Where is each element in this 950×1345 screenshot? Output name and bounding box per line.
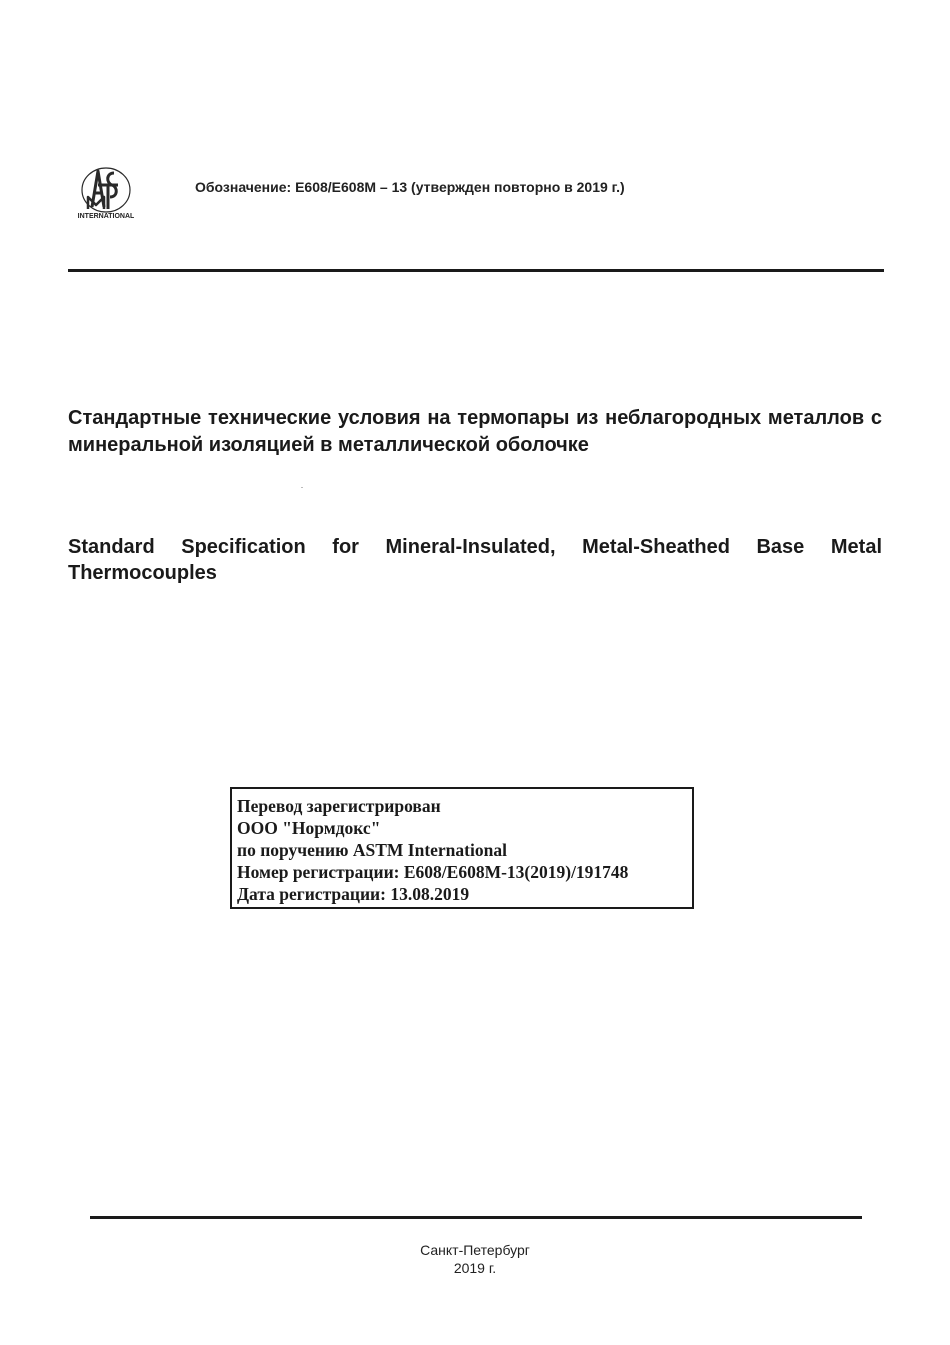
logo-text: INTERNATIONAL [78,213,134,220]
footer [0,1241,950,1277]
registration-line: ООО "Нормдокс" [237,818,381,838]
document-designation: Обозначение: E608/E608M – 13 (утвержден повторно в 2019 г.) [195,179,625,195]
bottom-divider [90,1216,862,1219]
astm-logo [78,163,134,223]
registration-box [230,787,694,909]
astm-international-logo-icon [78,163,134,223]
footer-city: Санкт-Петербург [420,1242,530,1258]
title-english: Standard Specification for Mineral-Insulated, Metal-Sheathed Base Metal Thermocouples [68,536,882,584]
title-russian: Стандартные технические условия на термопары из неблагородных металлов с минеральной изоляцией в металлической оболочке [68,407,882,456]
registration-lines [237,795,628,905]
scan-speck [301,487,303,488]
registration-date: Дата регистрации: 13.08.2019 [237,884,470,904]
top-divider [68,269,884,272]
registration-number: Номер регистрации: E608/E608M-13(2019)/191748 [237,862,629,882]
registration-line: Перевод зарегистрирован [237,796,441,816]
registration-line: по поручению ASTM International [237,840,507,860]
footer-year: 2019 г. [453,1260,497,1276]
